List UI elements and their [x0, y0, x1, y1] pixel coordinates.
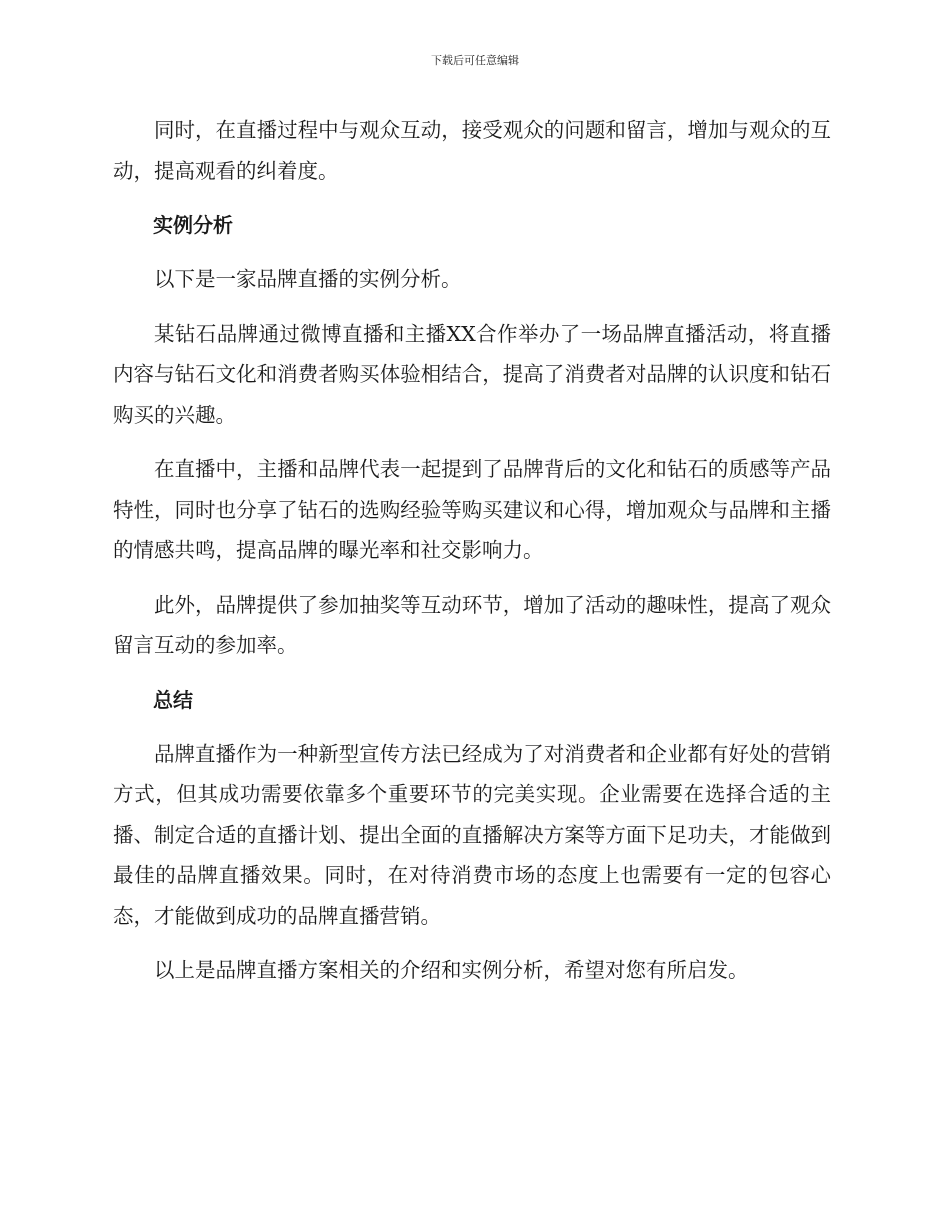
section-heading-case-study: 实例分析	[153, 213, 233, 237]
section-heading-summary: 总结	[153, 687, 193, 712]
paragraph-diamond-brand: 某钻石品牌通过微博直播和主播XX合作举办了一场品牌直播活动，将直播内容与钻石文化和消费者购买体验相结合，提高了消费者对品牌的认识度和钻石购买的兴趣。	[113, 321, 831, 427]
paragraph-livestream-content: 在直播中，主播和品牌代表一起提到了品牌背后的文化和钻石的质感等产品特性，同时也分享了钻石的选购经验等购买建议和心得，增加观众与品牌和主播的情感共鸣，提高品牌的曝光率和社交影响力。	[113, 457, 831, 562]
paragraph-case-intro: 以下是一家品牌直播的实例分析。	[154, 267, 462, 291]
page-header: 下载后可任意编辑	[431, 54, 519, 67]
paragraph-closing: 以上是品牌直播方案相关的介绍和实例分析，希望对您有所启发。	[154, 958, 749, 982]
paragraph-summary: 品牌直播作为一种新型宣传方法已经成为了对消费者和企业都有好处的营销方式，但其成功需要依靠多个重要环节的完美实现。企业需要在选择合适的主播、制定合适的直播计划、提出全面的直播解决方案等方面下足功夫，才能做到最佳的品牌直播效果。同时，在对待消费市场的态度上也需要有一定的包容心态，才能做到成功的品牌直播营销。	[113, 741, 831, 928]
document-body	[113, 110, 831, 1005]
paragraph-lottery-interaction: 此外，品牌提供了参加抽奖等互动环节，增加了活动的趣味性，提高了观众留言互动的参加率。	[113, 592, 831, 657]
paragraph-audience-interaction: 同时，在直播过程中与观众互动，接受观众的问题和留言，增加与观众的互动，提高观看的纠着度。	[113, 118, 831, 183]
